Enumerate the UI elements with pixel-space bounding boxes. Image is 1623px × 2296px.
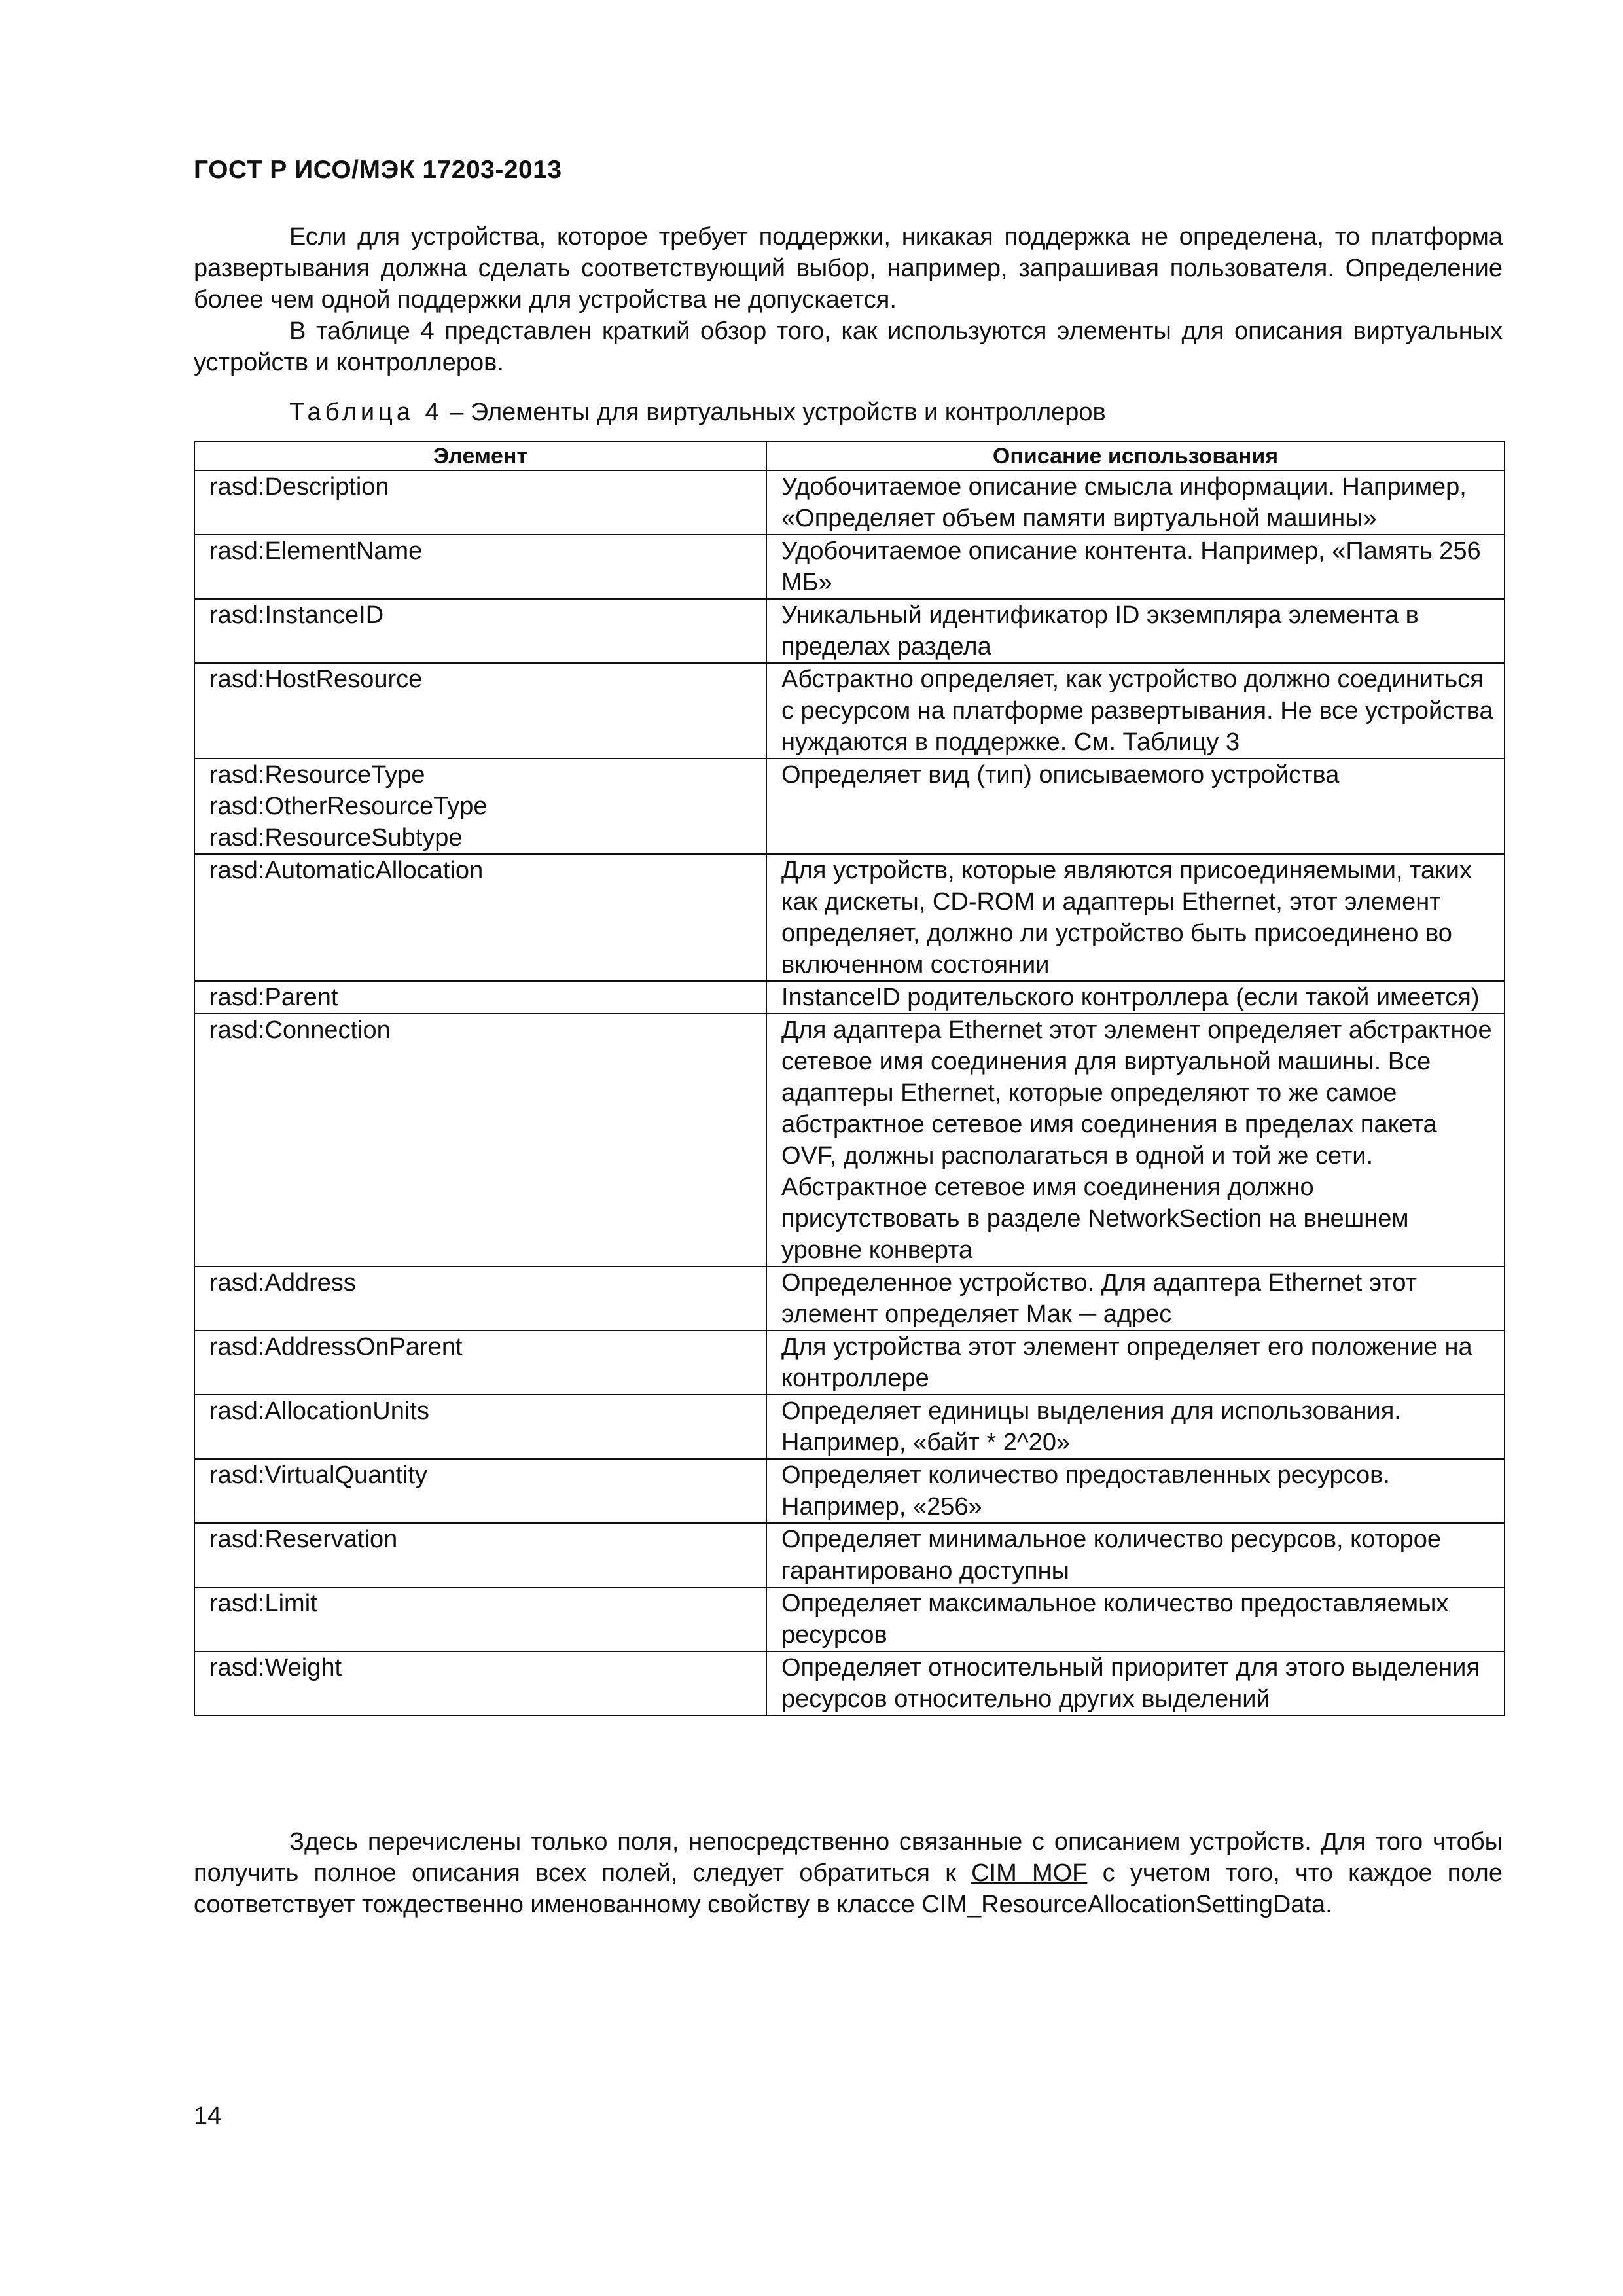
element-name: rasd:Reservation bbox=[209, 1526, 398, 1553]
description-cell: Для устройств, которые являются присоединяемыми, таких как дискеты, CD-ROM и адаптеры Ethernet, этот элемент определяет, должно ли устройство быть присоединено во включенном состоянии bbox=[766, 854, 1505, 981]
table-caption-text: – Элементы для виртуальных устройств и контроллеров bbox=[442, 399, 1106, 426]
table-row bbox=[194, 471, 1505, 535]
table-row bbox=[194, 1331, 1505, 1395]
element-cell bbox=[194, 1266, 766, 1331]
table-row bbox=[194, 535, 1505, 599]
table-row bbox=[194, 854, 1505, 981]
element-name: rasd:InstanceID bbox=[209, 601, 384, 629]
description-cell: Определяет относительный приоритет для этого выделения ресурсов относительно других выделений bbox=[766, 1651, 1505, 1715]
element-cell bbox=[194, 1587, 766, 1651]
element-cell bbox=[194, 599, 766, 663]
element-name: rasd:Parent bbox=[209, 984, 338, 1011]
description-cell: InstanceID родительского контроллера (если такой имеется) bbox=[766, 981, 1505, 1014]
element-cell bbox=[194, 854, 766, 981]
element-name: rasd:AddressOnParent bbox=[209, 1333, 463, 1361]
table-body bbox=[194, 471, 1505, 1715]
table-row bbox=[194, 599, 1505, 663]
table-row bbox=[194, 759, 1505, 854]
table-row bbox=[194, 1459, 1505, 1523]
element-cell bbox=[194, 1459, 766, 1523]
description-cell: Абстрактно определяет, как устройство должно соединиться с ресурсом на платформе развертывания. Не все устройства нуждаются в поддержке. См. Таблицу 3 bbox=[766, 663, 1505, 759]
table-caption-label: Таблица 4 bbox=[289, 399, 443, 426]
element-name: rasd:Description bbox=[209, 473, 389, 501]
table-row bbox=[194, 1587, 1505, 1651]
table-row bbox=[194, 1395, 1505, 1459]
element-name: rasd:AllocationUnits bbox=[209, 1397, 429, 1425]
description-cell: Для адаптера Ethernet этот элемент определяет абстрактное сетевое имя соединения для виртуальной машины. Все адаптеры Ethernet, которые определяют то же самое абстрактное сетевое имя соединения в пределах пакета OVF, должны располагаться в одной и той же сети. Абстрактное сетевое имя соединения должно присутствовать в разделе NetworkSection на внешнем уровне конверта bbox=[766, 1014, 1505, 1266]
table-row bbox=[194, 1266, 1505, 1331]
description-cell: Для устройства этот элемент определяет его положение на контроллере bbox=[766, 1331, 1505, 1395]
element-name: rasd:HostResource bbox=[209, 666, 423, 693]
element-name: rasd:ElementName bbox=[209, 537, 423, 565]
cim-mof-link[interactable]: CIM MOF bbox=[971, 1859, 1088, 1887]
element-name: rasd:ResourceType bbox=[209, 761, 425, 789]
cim-reference-text-before: Здесь перечислены только поля, непосредственно связанные с описанием устройств. Для того чтобы получить полное описания всех полей, следует обратиться к bbox=[194, 1828, 1503, 1887]
table-row bbox=[194, 1014, 1505, 1266]
element-cell bbox=[194, 535, 766, 599]
element-name: rasd:AutomaticAllocation bbox=[209, 857, 484, 884]
element-cell bbox=[194, 663, 766, 759]
table-row bbox=[194, 663, 1505, 759]
document-code-header: ГОСТ Р ИСО/МЭК 17203-2013 bbox=[194, 156, 562, 184]
column-header-element: Элемент bbox=[194, 442, 766, 471]
paragraph-cim-reference bbox=[194, 1826, 1503, 1920]
description-cell: Уникальный идентификатор ID экземпляра элемента в пределах раздела bbox=[766, 599, 1505, 663]
column-header-description: Описание использования bbox=[766, 442, 1505, 471]
element-name: rasd:VirtualQuantity bbox=[209, 1462, 428, 1489]
element-name: rasd:Weight bbox=[209, 1654, 342, 1681]
element-cell bbox=[194, 471, 766, 535]
element-cell bbox=[194, 759, 766, 854]
element-cell bbox=[194, 1523, 766, 1587]
description-cell: Определяет максимальное количество предоставляемых ресурсов bbox=[766, 1587, 1505, 1651]
table-row bbox=[194, 981, 1505, 1014]
table-header-row bbox=[194, 442, 1505, 471]
element-cell bbox=[194, 1014, 766, 1266]
cim-reference-text-after: с учетом того, что каждое поле соответствует тождественно именованному свойству в классе CIM_ResourceAllocationSettingData. bbox=[194, 1859, 1503, 1918]
description-cell: Определенное устройство. Для адаптера Ethernet этот элемент определяет Мак ─ адрес bbox=[766, 1266, 1505, 1331]
table-caption bbox=[289, 397, 1106, 428]
table-row bbox=[194, 1523, 1505, 1587]
description-cell: Удобочитаемое описание контента. Например, «Память 256 МБ» bbox=[766, 535, 1505, 599]
elements-table bbox=[194, 441, 1505, 1716]
paragraph-support-choice: Если для устройства, которое требует поддержки, никакая поддержка не определена, то платформа развертывания должна сделать соответствующий выбор, например, запрашивая пользователя. Определение более чем одной поддержки для устройства не допускается. bbox=[194, 223, 1503, 314]
element-cell bbox=[194, 1331, 766, 1395]
element-name: rasd:Address bbox=[209, 1269, 356, 1297]
description-cell: Удобочитаемое описание смысла информации. Например, «Определяет объем памяти виртуальной машины» bbox=[766, 471, 1505, 535]
element-cell bbox=[194, 1651, 766, 1715]
description-cell: Определяет вид (тип) описываемого устройства bbox=[766, 759, 1505, 854]
page-number: 14 bbox=[194, 2102, 222, 2130]
element-cell bbox=[194, 981, 766, 1014]
element-name: rasd:ResourceSubtype bbox=[209, 824, 463, 852]
element-cell bbox=[194, 1395, 766, 1459]
element-name: rasd:Limit bbox=[209, 1590, 317, 1617]
description-cell: Определяет минимальное количество ресурсов, которое гарантировано доступны bbox=[766, 1523, 1505, 1587]
element-name: rasd:OtherResourceType bbox=[209, 793, 488, 820]
description-cell: Определяет единицы выделения для использования. Например, «байт * 2^20» bbox=[766, 1395, 1505, 1459]
paragraph-table-overview: В таблице 4 представлен краткий обзор того, как используются элементы для описания виртуальных устройств и контроллеров. bbox=[194, 317, 1503, 376]
description-cell: Определяет количество предоставленных ресурсов. Например, «256» bbox=[766, 1459, 1505, 1523]
table-row bbox=[194, 1651, 1505, 1715]
element-name: rasd:Connection bbox=[209, 1016, 391, 1044]
